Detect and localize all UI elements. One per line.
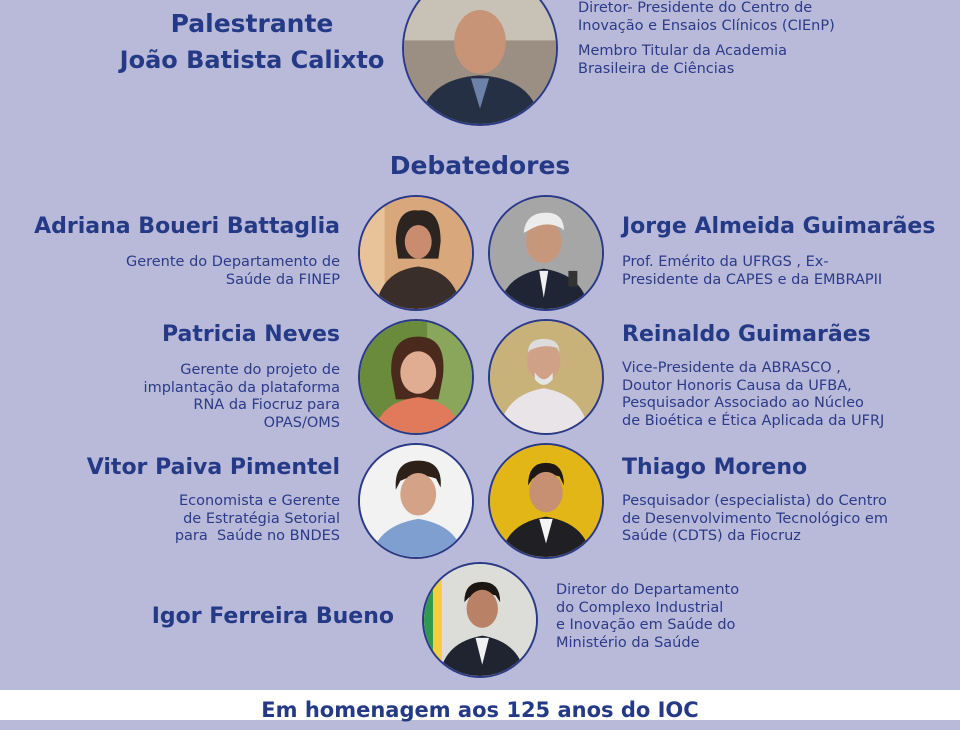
- debater-photo: [358, 195, 474, 311]
- debater-photo: [488, 195, 604, 311]
- speaker-desc-line: Brasileira de Ciências: [578, 60, 735, 77]
- desc-line: de Desenvolvimento Tecnológico em: [622, 510, 888, 527]
- debater-description: [556, 582, 856, 652]
- debater-name: Jorge Almeida Guimarães: [622, 214, 936, 239]
- debater-name: Patricia Neves: [161, 322, 340, 347]
- desc-line: Ministério da Saúde: [556, 634, 700, 651]
- speaker-heading: Palestrante: [170, 9, 334, 38]
- speaker-description: [578, 0, 918, 78]
- desc-line: de Bioética e Ética Aplicada da UFRJ: [622, 412, 885, 429]
- debater-description: [622, 493, 942, 546]
- desc-line: Pesquisador (especialista) do Centro: [622, 493, 887, 509]
- debater-description: [622, 254, 942, 289]
- desc-line: Economista e Gerente: [178, 493, 340, 509]
- debater-photo: [422, 562, 538, 678]
- debater-name: Vitor Paiva Pimentel: [86, 455, 340, 480]
- portrait-icon: [490, 321, 602, 433]
- debater-photo: [358, 443, 474, 559]
- debater-name: Adriana Boueri Battaglia: [34, 214, 340, 239]
- portrait-icon: [490, 197, 602, 309]
- speaker-desc-line: Diretor- Presidente do Centro de: [578, 0, 813, 16]
- desc-line: Doutor Honoris Causa da UFBA,: [622, 377, 852, 394]
- debater-name: Igor Ferreira Bueno: [151, 604, 394, 629]
- portrait-icon: [360, 197, 472, 309]
- portrait-icon: [360, 445, 472, 557]
- desc-line: OPAS/OMS: [263, 414, 340, 431]
- desc-line: Prof. Emérito da UFRGS , Ex-: [622, 254, 829, 270]
- portrait-icon: [360, 321, 472, 433]
- footer-text: Em homenagem aos 125 anos do IOC: [261, 698, 699, 722]
- desc-line: Pesquisador Associado ao Núcleo: [622, 395, 864, 411]
- desc-line: Gerente do Departamento de: [125, 254, 340, 270]
- debater-description: [40, 362, 340, 432]
- portrait-icon: [424, 564, 536, 676]
- speaker-desc-line: Membro Titular da Academia: [578, 43, 788, 59]
- desc-line: Gerente do projeto de: [180, 362, 340, 378]
- debater-description: [40, 254, 340, 289]
- debater-name: Thiago Moreno: [622, 455, 808, 480]
- desc-line: Saúde da FINEP: [225, 271, 340, 288]
- desc-line: para Saúde no BNDES: [174, 528, 340, 544]
- desc-line: Presidente da CAPES e da EMBRAPII: [622, 271, 883, 288]
- debater-photo: [488, 443, 604, 559]
- portrait-icon: [490, 445, 602, 557]
- desc-line: Vice-Presidente da ABRASCO ,: [622, 360, 841, 376]
- desc-line: Diretor do Departamento: [556, 582, 740, 598]
- debater-photo: [358, 319, 474, 435]
- desc-line: do Complexo Industrial: [556, 599, 724, 616]
- desc-line: RNA da Fiocruz para: [193, 397, 340, 413]
- speaker-name: João Batista Calixto: [119, 46, 385, 74]
- footer-banner: [0, 690, 960, 720]
- debater-description: [622, 360, 942, 430]
- debaters-heading: Debatedores: [389, 151, 571, 180]
- debater-name: Reinaldo Guimarães: [622, 322, 871, 347]
- speaker-portrait-icon: [404, 0, 556, 124]
- speaker-desc-line: Inovação e Ensaios Clínicos (CIEnP): [578, 17, 835, 34]
- debater-photo: [488, 319, 604, 435]
- desc-line: de Estratégia Setorial: [183, 510, 340, 527]
- speaker-photo: [402, 0, 558, 126]
- debater-description: [40, 493, 340, 546]
- desc-line: e Inovação em Saúde do: [556, 617, 736, 633]
- desc-line: Saúde (CDTS) da Fiocruz: [622, 528, 801, 544]
- desc-line: implantação da plataforma: [143, 379, 340, 396]
